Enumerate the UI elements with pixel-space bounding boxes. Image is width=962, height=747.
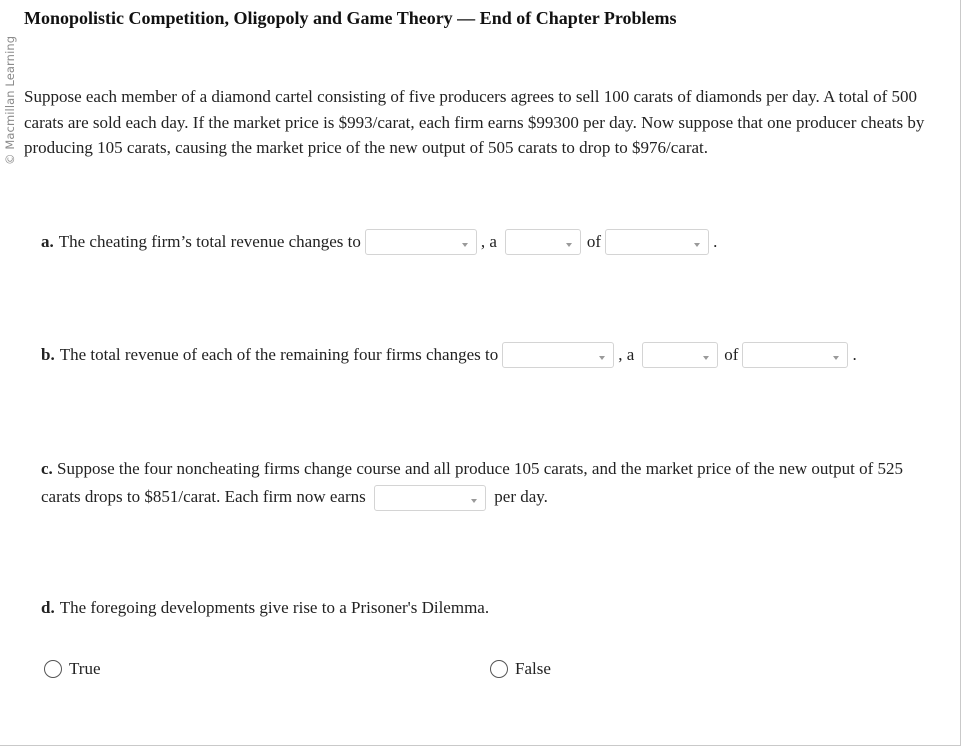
radio-button-true[interactable] — [44, 660, 62, 678]
page-title: Monopolistic Competition, Oligopoly and Game Theory — End of Chapter Problems — [24, 8, 677, 28]
copyright-label: © Macmillan Learning — [3, 35, 17, 165]
chevron-down-icon — [599, 356, 605, 360]
option-true-label: True — [69, 659, 101, 678]
question-b-end: . — [852, 345, 857, 364]
question-a — [41, 229, 717, 255]
question-d-label: d. — [41, 598, 55, 617]
question-b-sep-1: , a — [618, 345, 635, 364]
question-b — [41, 342, 857, 368]
question-b-dropdown-1[interactable] — [502, 342, 614, 368]
chevron-down-icon — [566, 243, 572, 247]
chevron-down-icon — [471, 499, 477, 503]
question-a-text: The cheating firm’s total revenue changes to — [58, 232, 361, 251]
question-b-dropdown-3[interactable] — [742, 342, 848, 368]
question-c-end: per day. — [494, 487, 548, 506]
option-false[interactable] — [490, 659, 551, 679]
question-a-sep-1: , a — [480, 232, 497, 251]
question-c-label: c. — [41, 459, 53, 478]
question-a-end: . — [713, 232, 718, 251]
question-d — [41, 598, 489, 618]
question-c-dropdown[interactable] — [374, 485, 486, 511]
question-b-label: b. — [41, 345, 55, 364]
question-c-text: Suppose the four noncheating firms change course and all produce 105 carats, and the market price of the new output of 525 carats drops to $851/carat. Each firm now earns — [41, 459, 903, 506]
question-b-text: The total revenue of each of the remaining four firms changes to — [59, 345, 499, 364]
question-a-sep-2: of — [586, 232, 602, 251]
chevron-down-icon — [703, 356, 709, 360]
question-c — [41, 455, 941, 511]
question-a-dropdown-3[interactable] — [605, 229, 709, 255]
question-b-dropdown-2[interactable] — [642, 342, 718, 368]
problem-intro: Suppose each member of a diamond cartel consisting of five producers agrees to sell 100 carats of diamonds per day. A total of 500 carats are sold each day. If the market price is $993/carat, each firm earns $99300 per day. Now suppose that one producer cheats by producing 105 carats, causing the market price of the new output of 505 carats to drop to $976/carat. — [24, 87, 925, 157]
question-a-dropdown-1[interactable] — [365, 229, 477, 255]
chevron-down-icon — [694, 243, 700, 247]
option-true[interactable] — [44, 659, 101, 679]
question-d-text: The foregoing developments give rise to a Prisoner's Dilemma. — [59, 598, 490, 617]
question-a-label: a. — [41, 232, 54, 251]
question-a-dropdown-2[interactable] — [505, 229, 581, 255]
option-false-label: False — [515, 659, 551, 678]
question-b-sep-2: of — [724, 345, 739, 364]
chevron-down-icon — [833, 356, 839, 360]
chevron-down-icon — [462, 243, 468, 247]
radio-button-false[interactable] — [490, 660, 508, 678]
